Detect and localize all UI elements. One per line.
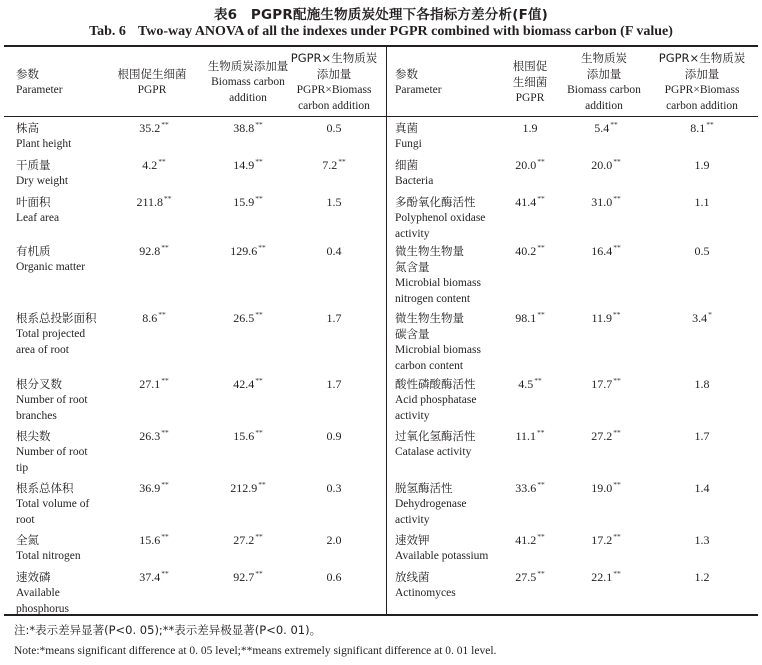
- interaction-f-value-significance: **: [338, 157, 346, 166]
- biomass-f-value: 17.2**: [591, 532, 621, 547]
- header-parameter-en-right: Parameter: [395, 84, 442, 96]
- interaction-f-value: 7.2**: [322, 157, 346, 172]
- pgpr-f-value: 8.6**: [142, 310, 166, 325]
- parameter-name-en: Total nitrogen: [16, 550, 81, 562]
- header-biomass-en-1: Biomass carbon: [211, 76, 285, 88]
- pgpr-f-value-significance: **: [534, 376, 542, 385]
- table-row: [0, 425, 762, 477]
- parameter-cell: [395, 157, 433, 189]
- parameter-name-en: activity: [395, 228, 430, 240]
- parameter-name-cn: 细菌: [395, 158, 418, 172]
- pgpr-f-value-significance: **: [537, 532, 545, 541]
- header-biomass-en-right-2: addition: [585, 100, 623, 112]
- header-biomass-cn-right-2: 添加量: [586, 67, 622, 81]
- biomass-f-value-significance: **: [255, 428, 263, 437]
- pgpr-f-value-significance: **: [161, 376, 169, 385]
- parameter-name-en: phosphorus: [16, 603, 70, 615]
- biomass-f-value-significance: **: [255, 310, 263, 319]
- pgpr-f-value-significance: **: [537, 480, 545, 489]
- header-pgpr-en-right: PGPR: [515, 92, 545, 104]
- biomass-f-value-significance: **: [258, 243, 266, 252]
- parameter-name-en: Polyphenol oxidase: [395, 212, 486, 224]
- pgpr-f-value: 33.6**: [515, 480, 545, 495]
- interaction-f-value: 0.5: [326, 121, 342, 135]
- header-parameter-right: [395, 66, 442, 98]
- pgpr-f-value-significance: **: [164, 194, 172, 203]
- biomass-f-value-significance: **: [613, 376, 621, 385]
- pgpr-f-value-significance: **: [161, 532, 169, 541]
- table-row: [0, 240, 762, 307]
- parameter-name-en: tip: [16, 462, 29, 474]
- interaction-f-value: 0.4: [326, 244, 342, 258]
- pgpr-f-value-significance: **: [537, 310, 545, 319]
- pgpr-f-value: 35.2**: [139, 120, 169, 135]
- biomass-f-value: 15.6**: [233, 428, 263, 443]
- table-row: [0, 566, 762, 616]
- table-note-en: Note:*means significant difference at 0. 05 level;**means extremely significant difference at 0. 01 level.: [14, 645, 497, 657]
- header-biomass-left: [196, 58, 300, 106]
- parameter-name-cn: 微生物生物量: [395, 311, 464, 325]
- table-row: [0, 529, 762, 566]
- parameter-name-en: Dry weight: [16, 175, 69, 187]
- header-biomass-en-right-1: Biomass carbon: [567, 84, 641, 96]
- parameter-name-en: Plant height: [16, 138, 72, 150]
- pgpr-f-value: 92.8**: [139, 243, 169, 258]
- parameter-name-cn: 氮含量: [395, 260, 430, 274]
- pgpr-f-value-significance: **: [537, 157, 545, 166]
- pgpr-f-value: 40.2**: [515, 243, 545, 258]
- interaction-f-value: 3.4*: [692, 310, 712, 325]
- biomass-f-value: 5.4**: [594, 120, 618, 135]
- parameter-name-en: carbon content: [395, 360, 464, 372]
- parameter-name-en: Available: [16, 587, 60, 599]
- interaction-f-value: 0.5: [694, 244, 710, 258]
- header-parameter-en: Parameter: [16, 84, 63, 96]
- pgpr-f-value: 41.2**: [515, 532, 545, 547]
- header-interaction-en-right-2: carbon addition: [666, 100, 738, 112]
- pgpr-f-value: 41.4**: [515, 194, 545, 209]
- header-interaction-en-right-1: PGPR×Biomass: [664, 84, 740, 96]
- parameter-name-en: activity: [395, 410, 430, 422]
- parameter-cell: [395, 532, 488, 564]
- pgpr-f-value: 36.9**: [139, 480, 169, 495]
- parameter-cell: [395, 243, 481, 307]
- parameter-name-cn: 过氧化氢酶活性: [395, 429, 476, 443]
- table-row: [0, 477, 762, 529]
- parameter-cell: [395, 569, 456, 601]
- parameter-name-cn: 根系总投影面积: [16, 311, 97, 325]
- biomass-f-value: 129.6**: [230, 243, 266, 258]
- parameter-cell: [395, 310, 481, 374]
- header-pgpr-cn-right-1: 根围促: [512, 59, 548, 73]
- biomass-f-value-significance: **: [613, 428, 621, 437]
- header-biomass-right: [556, 50, 652, 114]
- pgpr-f-value-significance: **: [161, 120, 169, 129]
- header-interaction-cn-right-2: 添加量: [684, 67, 720, 81]
- pgpr-f-value-significance: **: [537, 243, 545, 252]
- pgpr-f-value-significance: **: [537, 428, 545, 437]
- biomass-f-value-significance: **: [255, 157, 263, 166]
- parameter-name-en: branches: [16, 410, 57, 422]
- parameter-cell: [395, 194, 485, 242]
- biomass-f-value-significance: **: [613, 310, 621, 319]
- header-interaction-cn-1: PGPR×生物质炭: [290, 51, 378, 65]
- pgpr-f-value-significance: **: [161, 480, 169, 489]
- parameter-name-cn: 有机质: [16, 244, 51, 258]
- parameter-name-cn: 干质量: [16, 158, 51, 172]
- table-title-cn: 表6 PGPR配施生物质炭处理下各指标方差分析(F值): [213, 7, 549, 23]
- interaction-f-value: 1.7: [694, 429, 710, 443]
- parameter-name-cn: 根尖数: [16, 429, 51, 443]
- parameter-cell: [395, 376, 476, 424]
- header-pgpr-cn-right-2: 生细菌: [512, 75, 548, 89]
- interaction-f-value: 1.3: [694, 533, 710, 547]
- parameter-name-en: Leaf area: [16, 212, 60, 224]
- header-pgpr-cn: 根围促生细菌: [117, 67, 187, 81]
- biomass-f-value: 15.9**: [233, 194, 263, 209]
- biomass-f-value-significance: **: [613, 532, 621, 541]
- header-biomass-en-2: addition: [229, 92, 267, 104]
- parameter-name-cn: 放线菌: [395, 570, 430, 584]
- table-title-en-text: Two-way ANOVA of all the indexes under PGPR combined with biomass carbon (F value): [137, 24, 673, 39]
- parameter-name-en: Acid phosphatase: [395, 394, 477, 406]
- parameter-name-en: Available potassium: [395, 550, 489, 562]
- header-interaction-en-1: PGPR×Biomass: [296, 84, 372, 96]
- pgpr-f-value: 15.6**: [139, 532, 169, 547]
- interaction-f-value: 8.1**: [690, 120, 714, 135]
- biomass-f-value-significance: **: [610, 120, 618, 129]
- biomass-f-value: 38.8**: [233, 120, 263, 135]
- pgpr-f-value-significance: **: [158, 157, 166, 166]
- biomass-f-value: 26.5**: [233, 310, 263, 325]
- table-title-en: [0, 24, 762, 40]
- biomass-f-value: 92.7**: [233, 569, 263, 584]
- interaction-f-value: 0.3: [326, 481, 342, 495]
- table-row: [0, 307, 762, 373]
- interaction-f-value: 1.7: [326, 311, 342, 325]
- biomass-f-value: 16.4**: [591, 243, 621, 258]
- pgpr-f-value: 20.0**: [515, 157, 545, 172]
- biomass-f-value-significance: **: [255, 376, 263, 385]
- parameter-name-en: root: [16, 514, 35, 526]
- parameter-name-en: Fungi: [395, 138, 422, 150]
- biomass-f-value: 212.9**: [230, 480, 266, 495]
- table-number: Tab. 6: [89, 24, 126, 39]
- pgpr-f-value: 27.5**: [515, 569, 545, 584]
- pgpr-f-value: 211.8**: [136, 194, 172, 209]
- parameter-name-en: Total volume of: [16, 498, 90, 510]
- header-biomass-cn-right-1: 生物质炭: [581, 51, 627, 65]
- biomass-f-value-significance: **: [613, 480, 621, 489]
- header-parameter-left: [16, 66, 63, 98]
- parameter-name-en: nitrogen content: [395, 293, 471, 305]
- parameter-name-cn: 真菌: [395, 121, 418, 135]
- interaction-f-value: 0.6: [326, 570, 342, 584]
- header-parameter-cn-right: 参数: [395, 67, 418, 81]
- parameter-name-cn: 根分叉数: [16, 377, 62, 391]
- biomass-f-value: 11.9**: [591, 310, 621, 325]
- parameter-name-en: Bacteria: [395, 175, 434, 187]
- biomass-f-value-significance: **: [613, 157, 621, 166]
- header-interaction-cn-right-1: PGPR×生物质炭: [658, 51, 746, 65]
- parameter-name-en: Dehydrogenase: [395, 498, 467, 510]
- biomass-f-value: 42.4**: [233, 376, 263, 391]
- interaction-f-value: 0.9: [326, 429, 342, 443]
- pgpr-f-value: 11.1**: [515, 428, 545, 443]
- parameter-name-cn: 碳含量: [395, 327, 430, 341]
- pgpr-f-value: 4.5**: [518, 376, 542, 391]
- biomass-f-value-significance: **: [613, 243, 621, 252]
- biomass-f-value-significance: **: [255, 120, 263, 129]
- interaction-f-value-significance: *: [708, 310, 712, 319]
- parameter-name-cn: 速效磷: [16, 570, 51, 584]
- biomass-f-value: 17.7**: [591, 376, 621, 391]
- interaction-f-value: 1.9: [694, 158, 710, 172]
- parameter-name-en: Number of root: [16, 394, 88, 406]
- parameter-name-en: Microbial biomass: [395, 277, 481, 289]
- header-interaction-right: [650, 50, 754, 114]
- pgpr-f-value: 26.3**: [139, 428, 169, 443]
- biomass-f-value: 14.9**: [233, 157, 263, 172]
- interaction-f-value: 1.4: [694, 481, 710, 495]
- parameter-name-cn: 速效钾: [395, 533, 430, 547]
- interaction-f-value: 1.8: [694, 377, 710, 391]
- biomass-f-value-significance: **: [255, 532, 263, 541]
- parameter-cell: [395, 120, 422, 152]
- parameter-name-en: Organic matter: [16, 261, 86, 273]
- parameter-cell: [395, 480, 467, 528]
- parameter-name-cn: 微生物生物量: [395, 244, 464, 258]
- header-pgpr-left: [104, 66, 200, 98]
- pgpr-f-value-significance: **: [161, 428, 169, 437]
- biomass-f-value: 19.0**: [591, 480, 621, 495]
- pgpr-f-value-significance: **: [537, 569, 545, 578]
- parameter-name-en: Catalase activity: [395, 446, 472, 458]
- pgpr-f-value: 98.1**: [515, 310, 545, 325]
- pgpr-f-value-significance: **: [537, 194, 545, 203]
- header-interaction-cn-2: 添加量: [316, 67, 352, 81]
- parameter-name-cn: 株高: [16, 121, 39, 135]
- interaction-f-value: 1.7: [326, 377, 342, 391]
- parameter-cell: [395, 428, 476, 460]
- table-row: [0, 117, 762, 154]
- table-top-rule: [4, 45, 758, 47]
- biomass-f-value: 27.2**: [233, 532, 263, 547]
- parameter-name-en: activity: [395, 514, 430, 526]
- parameter-name-en: Microbial biomass: [395, 344, 481, 356]
- interaction-f-value: 1.1: [694, 195, 710, 209]
- parameter-name-cn: 全氮: [16, 533, 39, 547]
- biomass-f-value: 31.0**: [591, 194, 621, 209]
- interaction-f-value: 1.5: [326, 195, 342, 209]
- biomass-f-value: 20.0**: [591, 157, 621, 172]
- biomass-f-value-significance: **: [613, 569, 621, 578]
- biomass-f-value-significance: **: [258, 480, 266, 489]
- parameter-name-cn: 根系总体积: [16, 481, 74, 495]
- pgpr-f-value: 4.2**: [142, 157, 166, 172]
- parameter-name-en: Actinomyces: [395, 587, 456, 599]
- header-pgpr-en: PGPR: [137, 84, 167, 96]
- header-pgpr-right: [496, 58, 564, 106]
- header-interaction-en-2: carbon addition: [298, 100, 370, 112]
- header-biomass-cn: 生物质炭添加量: [207, 59, 289, 73]
- biomass-f-value-significance: **: [255, 569, 263, 578]
- table-row: [0, 154, 762, 191]
- parameter-name-cn: 酸性磷酸酶活性: [395, 377, 476, 391]
- parameter-name-en: Number of root: [16, 446, 88, 458]
- parameter-name-cn: 叶面积: [16, 195, 51, 209]
- header-parameter-cn: 参数: [16, 67, 39, 81]
- header-interaction-left: [286, 50, 382, 114]
- interaction-f-value: 2.0: [326, 533, 342, 547]
- pgpr-f-value-significance: **: [161, 243, 169, 252]
- interaction-f-value-significance: **: [706, 120, 714, 129]
- parameter-name-en: area of root: [16, 344, 69, 356]
- biomass-f-value: 27.2**: [591, 428, 621, 443]
- table-note-cn: 注:*表示差异显著(P<0. 05);**表示差异极显著(P<0. 01)。: [14, 623, 322, 637]
- interaction-f-value: 1.2: [694, 570, 710, 584]
- pgpr-f-value: 1.9: [522, 121, 538, 135]
- pgpr-f-value-significance: **: [158, 310, 166, 319]
- pgpr-f-value: 27.1**: [139, 376, 169, 391]
- biomass-f-value-significance: **: [255, 194, 263, 203]
- pgpr-f-value-significance: **: [161, 569, 169, 578]
- parameter-name-cn: 多酚氧化酶活性: [395, 195, 476, 209]
- parameter-name-en: Total projected: [16, 328, 86, 340]
- table-row: [0, 373, 762, 425]
- biomass-f-value-significance: **: [613, 194, 621, 203]
- parameter-name-cn: 脱氢酶活性: [395, 481, 453, 495]
- table-row: [0, 191, 762, 240]
- pgpr-f-value: 37.4**: [139, 569, 169, 584]
- biomass-f-value: 22.1**: [591, 569, 621, 584]
